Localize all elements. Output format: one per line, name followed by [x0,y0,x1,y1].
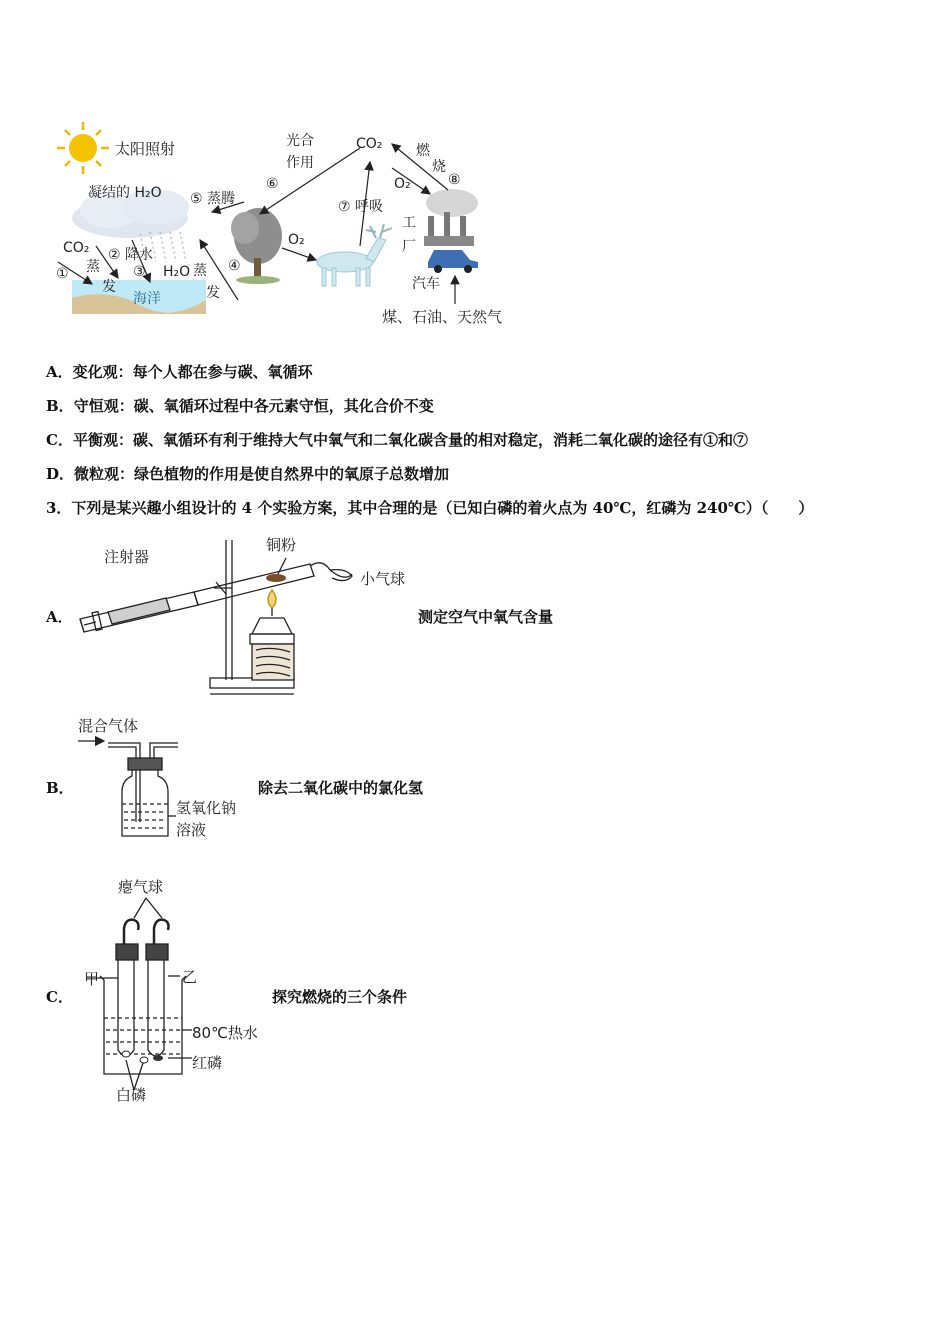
tube-b-label: 乙 [182,968,198,986]
photosynthesis-label-2: 作用 [286,155,314,171]
option-letter: B． [46,397,74,415]
photosynthesis-label-1: 光合 [286,133,314,149]
syringe-icon [80,592,198,632]
naoh-label-2: 溶液 [176,821,207,839]
ocean-label: 海洋 [133,291,161,307]
gas-washing-bottle [0,700,950,840]
option-text: 守恒观：碳、氧循环过程中各元素守恒，其化合价不变 [73,397,434,415]
co2-left-label: CO₂ [63,240,90,256]
sun-label: 太阳照射 [115,140,176,158]
white-phosphorus-label: 白磷 [116,1086,147,1104]
balloon-icon [154,920,169,944]
factory-label-1: 工 [402,215,416,231]
q3-stem: 3．下列是某兴趣小组设计的 4 个实验方案，其中合理的是（已知白磷的着火点为 40℃，红磷为 240℃）（ ） [46,499,814,517]
q2-option-a [46,361,313,382]
combustion-conditions-apparatus [0,880,950,1110]
option-c-letter: C． [46,988,73,1006]
step-6-label: ⑥ [266,176,279,192]
balloon-icon [330,570,352,581]
step-4-label: ④ [228,258,241,274]
car-label: 汽车 [412,276,440,292]
factory-label-2: 厂 [402,239,416,255]
step-3-label: ③ [133,264,146,280]
evap-right-1: 蒸 [193,263,207,279]
factory-icon [424,189,478,246]
option-b-letter: B． [46,779,74,797]
step-1-label: ① [56,266,69,282]
step-8-label: ⑧ [448,172,461,188]
option-letter: D． [46,465,75,483]
condensed-water-label: 凝结的 H₂O [88,185,162,201]
step-5-label: ⑤ 蒸腾 [190,191,236,207]
car-icon [428,250,478,273]
step-2-label: ② 降水 [108,247,154,263]
balloon-label: 小气球 [360,570,406,588]
step-7-label: ⑦ 呼吸 [338,199,384,215]
white-phosphorus-icon [122,1051,130,1057]
option-text: 微粒观：绿色植物的作用是使自然界中的氧原子总数增加 [74,465,450,483]
q2-option-c [46,429,748,450]
evap-left-1: 蒸 [86,259,100,275]
option-a-letter: A． [46,608,73,626]
wooden-block-icon [252,644,294,680]
deflated-balloon-label: 瘪气球 [118,878,164,896]
deer-icon [317,224,392,286]
o2-factory-label: O₂ [394,176,411,192]
syringe-label: 注射器 [104,548,150,566]
hot-water-label: 80℃热水 [192,1024,258,1042]
alcohol-lamp-icon [250,590,294,644]
o2-tree-label: O₂ [288,232,305,248]
option-c-description: 探究燃烧的三个条件 [272,988,408,1006]
option-letter: A． [46,363,73,381]
red-phosphorus-label: 红磷 [192,1054,223,1072]
h2o-label: H₂O [163,264,191,280]
option-b-description: 除去二氧化碳中的氯化氢 [258,779,424,797]
co2-top-label: CO₂ [356,136,383,152]
option-a-description: 测定空气中氧气含量 [418,608,554,626]
evap-left-2: 发 [102,279,116,295]
red-phosphorus-icon [153,1055,163,1061]
white-phosphorus-icon [140,1057,148,1063]
fuels-label: 煤、石油、天然气 [382,308,503,326]
naoh-label-1: 氢氧化钠 [176,799,237,817]
evap-right-2: 发 [206,285,220,301]
balloon-icon [124,920,139,944]
q2-option-b [46,395,434,416]
option-letter: C． [46,431,73,449]
option-text: 平衡观：碳、氧循环有利于维持大气中氧气和二氧化碳含量的相对稳定，消耗二氧化碳的途径有①和⑦ [72,431,748,449]
sun-icon [57,122,109,174]
copper-label: 铜粉 [266,536,297,554]
option-text: 变化观：每个人都在参与碳、氧循环 [72,363,313,381]
q2-option-d [46,463,449,484]
mixed-gas-label: 混合气体 [78,717,139,735]
burn-label-2: 烧 [432,159,446,175]
burn-label-1: 燃 [416,143,430,159]
tube-a-label: 甲 [84,970,100,988]
